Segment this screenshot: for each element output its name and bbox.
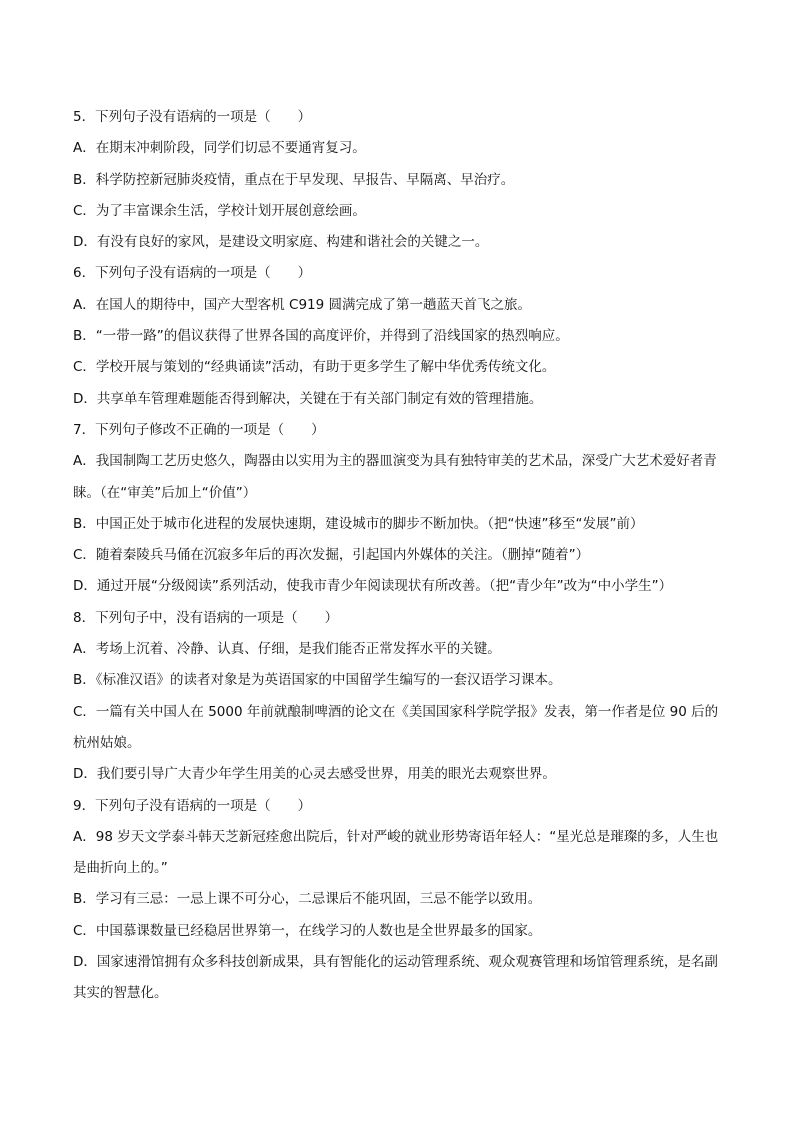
option-a: A．考场上沉着、冷静、认真、仔细，是我们能否正常发挥水平的关键。	[73, 641, 501, 658]
option-b: B．学习有三忌：一忌上课不可分心，二忌课后不能巩固，三忌不能学以致用。	[73, 891, 542, 908]
option-c: C．为了丰富课余生活，学校计划开展创意绘画。	[73, 202, 366, 219]
option-a: A．98 岁天文学泰斗韩天芝新冠痊愈出院后，针对严峻的就业形势寄语年轻人：“星光总是璀璨的多，人生也是曲折向上的。”	[73, 828, 719, 877]
option-a: A．在期末冲刺阶段，同学们切忌不要通宵复习。	[73, 140, 366, 157]
option-b: B．《标准汉语》的读者对象是为英语国家的中国留学生编写的一套汉语学习课本。	[73, 672, 562, 689]
question-8	[73, 603, 728, 791]
option-d: D．我们要引导广大青少年学生用美的心灵去感受世界，用美的眼光去观察世界。	[73, 766, 556, 783]
question-9	[73, 791, 728, 1010]
option-b: B．中国正处于城市化进程的发展快速期，建设城市的脚步不断加快。（把“快速”移至“发展”前）	[73, 515, 644, 532]
option-c: C．随着秦陵兵马俑在沉寂多年后的再次发掘，引起国内外媒体的关注。（删掉“随着”）	[73, 547, 590, 564]
option-b: B．“一带一路”的倡议获得了世界各国的高度评价，并得到了沿线国家的热烈响应。	[73, 328, 569, 345]
question-stem: 8．下列句子中，没有语病的一项是（ ）	[73, 609, 339, 626]
question-6	[73, 258, 728, 414]
question-7	[73, 415, 728, 603]
question-5	[73, 102, 728, 258]
option-d: D．国家速滑馆拥有众多科技创新成果，具有智能化的运动管理系统、观众观赛管理和场馆管理系统，是名副其实的智慧化。	[73, 954, 718, 1002]
option-d: D．有没有良好的家风，是建设文明家庭、构建和谐社会的关键之一。	[73, 234, 489, 251]
option-c: C．一篇有关中国人在 5000 年前就酿制啤酒的论文在《美国国家科学院学报》发表，第一作者是位 90 后的杭州姑娘。	[73, 703, 719, 751]
question-stem: 6．下列句子没有语病的一项是（ ）	[73, 265, 312, 282]
option-d: D．共享单车管理难题能否得到解决，关键在于有关部门制定有效的管理措施。	[73, 390, 543, 407]
question-stem: 5．下列句子没有语病的一项是（ ）	[73, 109, 312, 125]
question-stem: 9．下列句子没有语病的一项是（ ）	[73, 797, 312, 814]
option-d: D．通过开展“分级阅读”系列活动，使我市青少年阅读现状有所改善。（把“青少年”改为“中小学生”）	[73, 578, 673, 595]
option-c: C．学校开展与策划的“经典诵读”活动，有助于更多学生了解中华优秀传统文化。	[73, 359, 556, 376]
option-a: A．我国制陶工艺历史悠久，陶器由以实用为主的器皿演变为具有独特审美的艺术品，深受广大艺术爱好者青睐。（在“审美”后加上“价值”）	[73, 453, 717, 501]
option-b: B．科学防控新冠肺炎疫情，重点在于早发现、早报告、早隔离、早治疗。	[73, 171, 515, 188]
option-c: C．中国慕课数量已经稳居世界第一，在线学习的人数也是全世界最多的国家。	[73, 922, 542, 939]
question-stem: 7．下列句子修改不正确的一项是（ ）	[73, 421, 325, 438]
option-a: A．在国人的期待中，国产大型客机 C919 圆满完成了第一趟蓝天首飞之旅。	[73, 296, 532, 313]
question-list	[73, 102, 728, 1010]
